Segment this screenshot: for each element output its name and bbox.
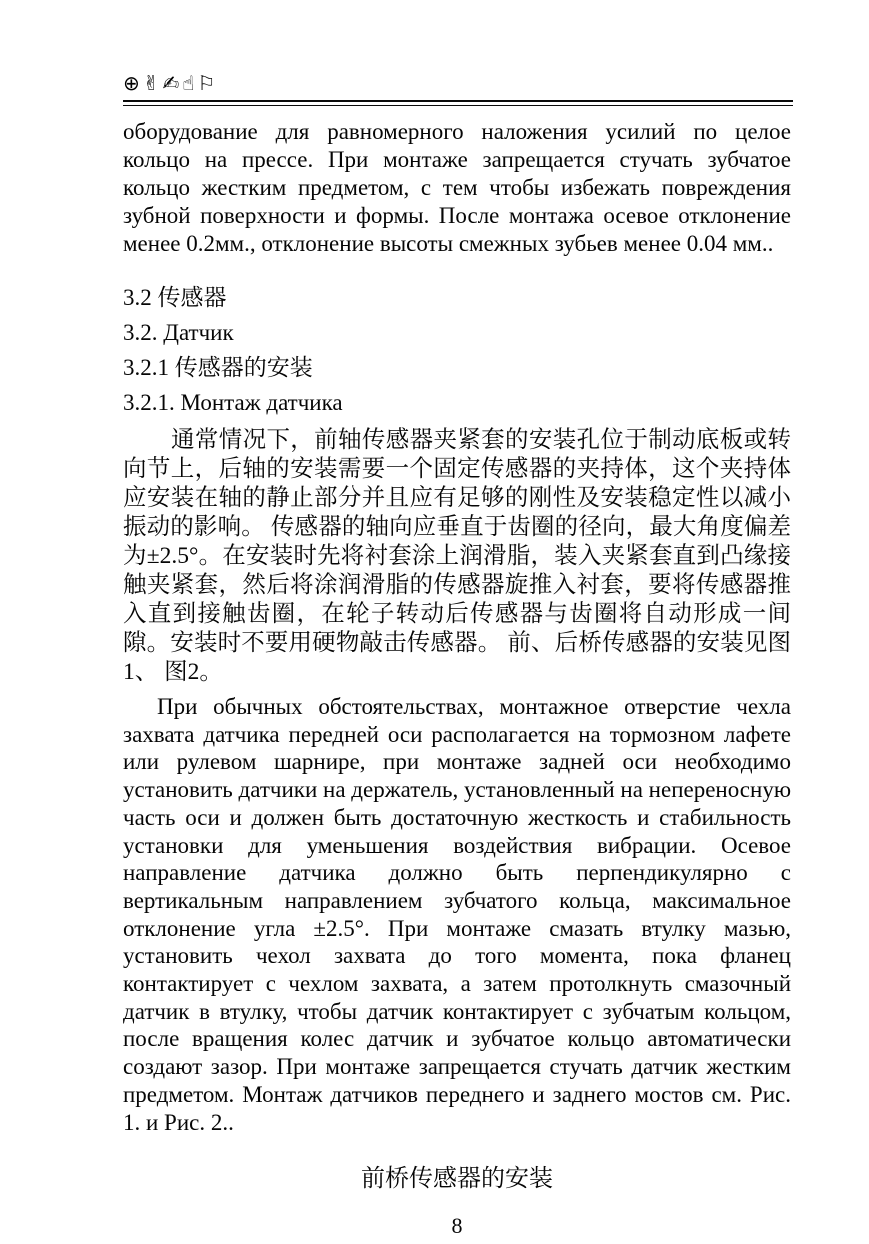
- header-divider: [123, 100, 793, 106]
- page-header: [123, 70, 791, 106]
- paragraph-intro: оборудование для равномерного наложения усилий по целое кольцо на прессе. При монтаже запрещается стучать зубчатое кольцо жестким предметом, с тем чтобы избежать повреждения зубной поверхности и формы. После монтажа осевое отклонение менее 0.2мм., отклонение высоты смежных зубьев менее 0.04 мм..: [123, 119, 791, 256]
- heading-3-2-1-installation-ru: 3.2.1. Монтаж датчика: [123, 390, 343, 415]
- heading-3-2-sensor-cn: 3.2 传感器: [123, 285, 227, 310]
- company-logo-icon: ⊕✌✍☝⚐: [123, 71, 219, 95]
- heading-3-2-sensor-ru: 3.2. Датчик: [123, 320, 234, 345]
- figure-caption: 前桥传感器的安装: [361, 1166, 553, 1193]
- section-headings: [123, 284, 791, 417]
- heading-3-2-1-installation-cn: 3.2.1 传感器的安装: [123, 355, 313, 380]
- paragraph-installation-chinese: 通常情况下，前轴传感器夹紧套的安装孔位于制动底板或转向节上，后轴的安装需要一个固定传感器的夹持体，这个夹持体应安装在轴的静止部分并且应有足够的刚性及安装稳定性以减小振动的影响。 传感器的轴向应垂直于齿圈的径向，最大角度偏差为±2.5°。在安装时先将衬套涂上润滑脂，装入夹紧套直到凸缘接触夹紧套，然后将涂润滑脂的传感器旋推入衬套，要将传感器推入直到接触齿圈，在轮子转动后传感器与齿圈将自动形成一间隙。安装时不要用硬物敲击传感器。 前、后桥传感器的安装见图1、 图2。: [123, 427, 791, 685]
- paragraph-installation-russian: При обычных обстоятельствах, монтажное отверстие чехла захвата датчика передней оси располагается на тормозном лафете или рулевом шарнире, при монтаже задней оси необходимо установить датчики на держатель, установленный на непереносную часть оси и должен быть достаточную жесткость и стабильность установки для уменьшения воздействия вибрации. Осевое направление датчика должно быть перпендикулярно с вертикальным направлением зубчатого кольца, максимальное отклонение угла ±2.5°. При монтаже смазать втулку мазью, установить чехол захвата до того момента, пока фланец контактирует с чехлом захвата, а затем протолкнуть смазочный датчик в втулку, чтобы датчик контактирует с зубчатым кольцом, после вращения колес датчик и зубчатое кольцо автоматически создают зазор. При монтаже запрещается стучать датчик жестким предметом. Монтаж датчиков переднего и заднего мостов см. Рис. 1. и Рис. 2..: [123, 694, 791, 1135]
- page-number: 8: [451, 1213, 463, 1239]
